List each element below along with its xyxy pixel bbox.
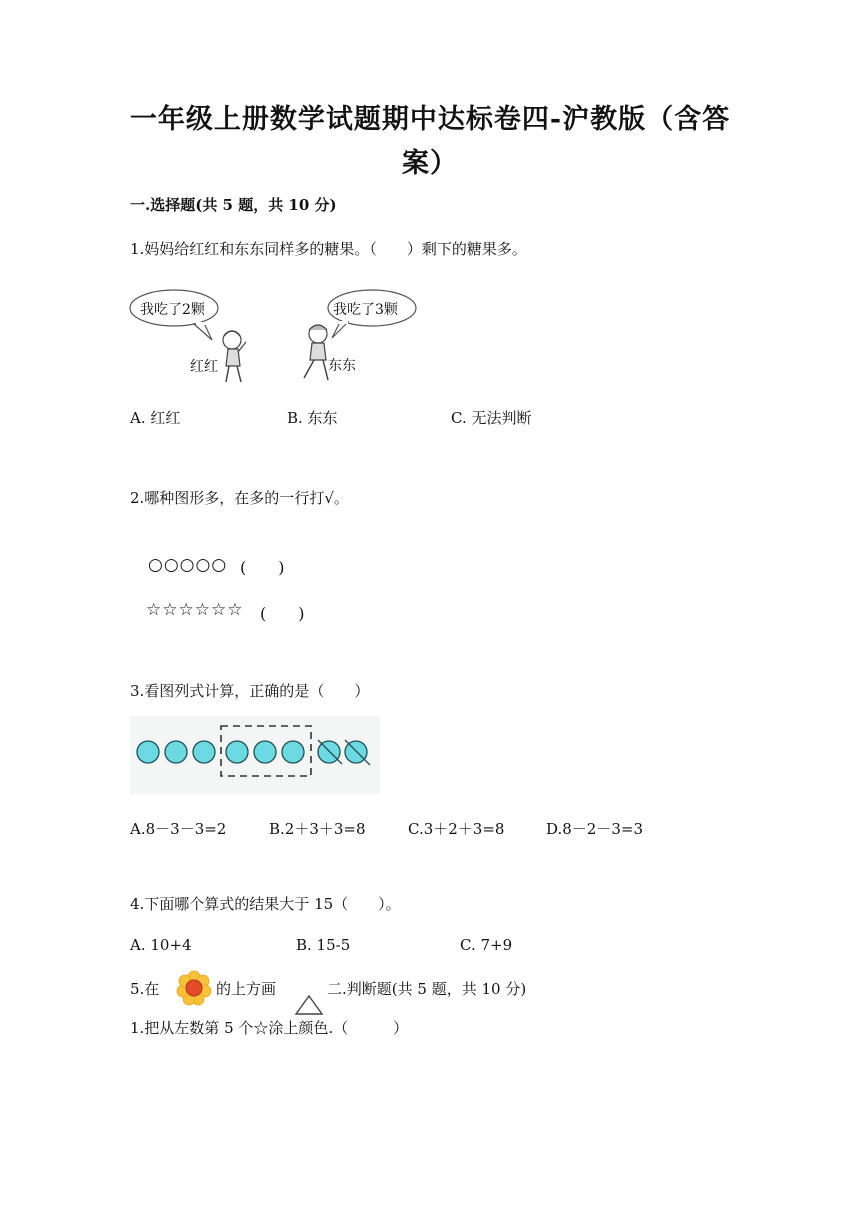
circle-5: [254, 741, 276, 763]
page-title: [0, 98, 860, 186]
q1-name-left: 红红: [190, 359, 218, 375]
circle-8-crossed: [345, 741, 367, 763]
circle-6: [282, 741, 304, 763]
circle-7-crossed: [318, 741, 340, 763]
q2-row2-answer-blank[interactable]: ( ): [260, 604, 305, 623]
q1-bubble-right-text: 我吃了3颗: [333, 302, 398, 318]
question-2-text: 2.哪种图形多，在多的一行打√。: [130, 489, 349, 507]
q4-option-a[interactable]: A. 10+4: [130, 936, 192, 954]
q2-circles-row: ○○○○○: [148, 555, 228, 575]
question-5-suffix: 的上方画: [216, 980, 277, 998]
question-1-text: 1.妈妈给红红和东东同样多的糖果。（ ）剩下的糖果多。: [130, 240, 527, 258]
q3-option-d[interactable]: D.8－2－3=3: [546, 820, 644, 838]
q3-option-a[interactable]: A.8－3－3=2: [130, 820, 227, 838]
question-4-text: 4.下面哪个算式的结果大于 15（ ）。: [130, 895, 401, 913]
question-5-prefix: 5.在: [130, 980, 160, 998]
q4-option-b[interactable]: B. 15-5: [296, 936, 351, 954]
triangle-icon: [294, 994, 324, 1016]
q1-name-right: 东东: [328, 358, 356, 374]
q2-stars-row: ☆☆☆☆☆☆: [146, 600, 244, 620]
circle-1: [137, 741, 159, 763]
q1-right-figure: [296, 282, 421, 386]
q4-option-c[interactable]: C. 7+9: [460, 936, 513, 954]
question-3-text: 3.看图列式计算，正确的是（ ）: [130, 682, 370, 700]
section-choice-heading: 一.选择题(共 5 题，共 10 分): [130, 196, 337, 214]
title-line-2: 案）: [402, 148, 458, 179]
title-line-1: 一年级上册数学试题期中达标卷四-沪教版（含答: [129, 104, 731, 135]
boy-illustration-icon: [296, 282, 421, 386]
q3-circles-figure: [130, 716, 380, 794]
q1-option-a[interactable]: A. 红红: [130, 409, 181, 427]
q1-option-b[interactable]: B. 东东: [287, 409, 338, 427]
q3-option-b[interactable]: B.2＋3＋3=8: [269, 820, 366, 838]
q1-option-c[interactable]: C. 无法判断: [451, 409, 532, 427]
circle-3: [193, 741, 215, 763]
q2-row1-answer-blank[interactable]: ( ): [240, 558, 285, 577]
flower-icon: [176, 970, 212, 1006]
q1-bubble-left-text: 我吃了2颗: [140, 302, 205, 318]
circle-2: [165, 741, 187, 763]
circle-4: [226, 741, 248, 763]
q3-option-c[interactable]: C.3＋2＋3=8: [408, 820, 505, 838]
judgement-1-text: 1.把从左数第 5 个☆涂上颜色.（ ）: [130, 1019, 409, 1037]
section-judgement-heading: 二.判断题(共 5 题，共 10 分): [327, 980, 527, 998]
